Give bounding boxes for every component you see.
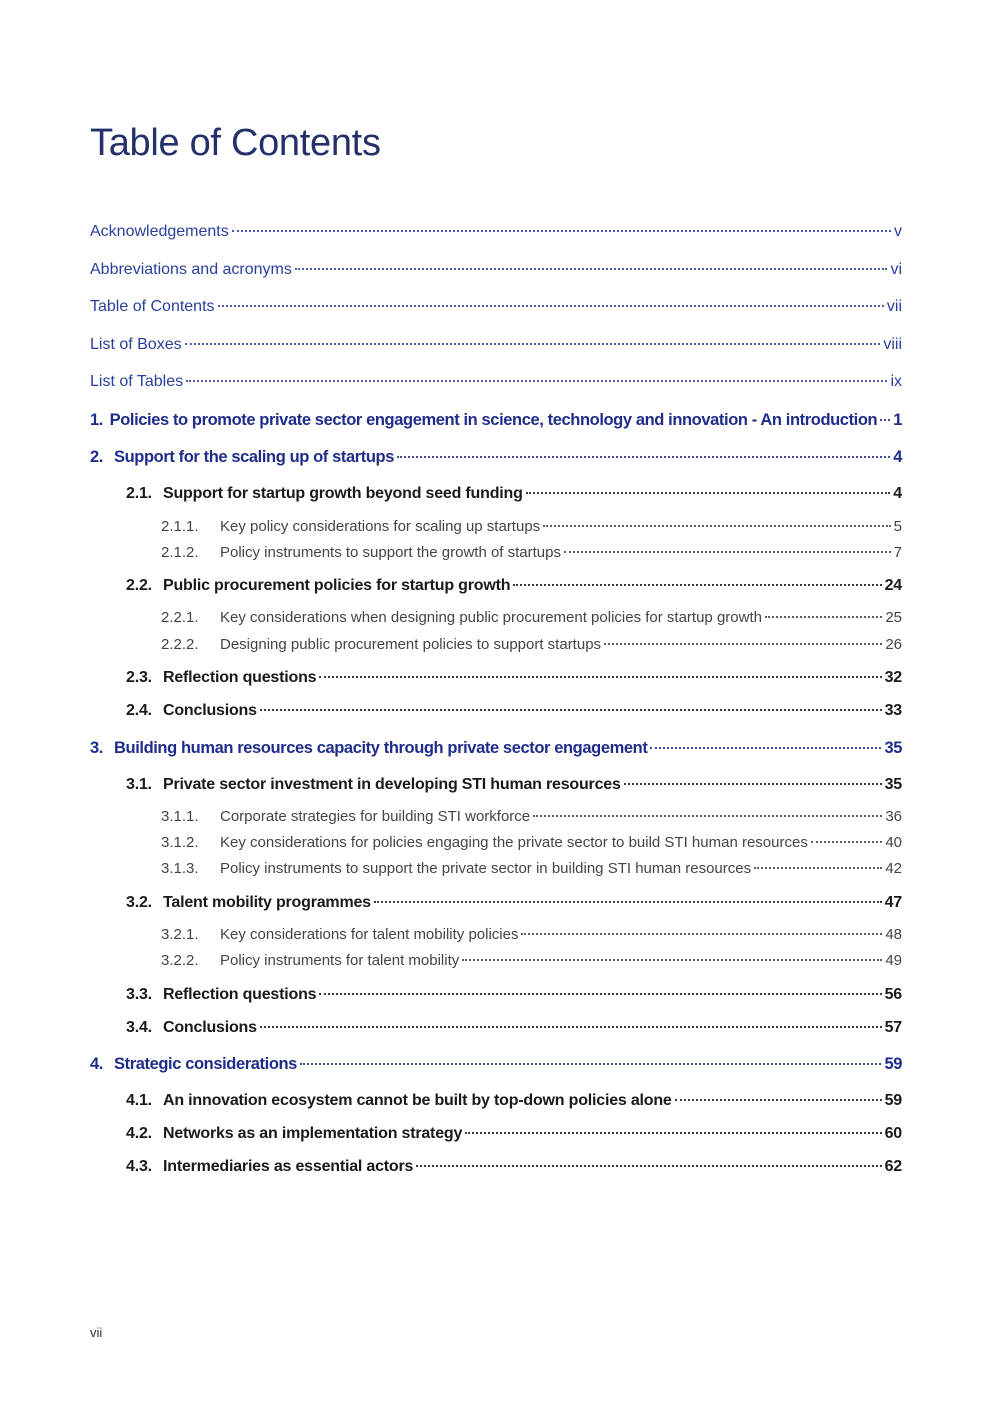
toc-entry-page: 48 bbox=[885, 926, 902, 943]
dot-leader bbox=[465, 1132, 881, 1134]
toc-entry[interactable] bbox=[161, 542, 902, 564]
toc-entry[interactable] bbox=[126, 984, 902, 1006]
page-title: Table of Contents bbox=[90, 122, 381, 164]
toc-entry[interactable] bbox=[90, 296, 902, 318]
dot-leader bbox=[880, 419, 890, 421]
toc-entry-page: 49 bbox=[885, 952, 902, 969]
toc-entry-page: vi bbox=[890, 261, 902, 278]
toc-entry-number: 4.2. bbox=[126, 1125, 152, 1142]
dot-leader bbox=[185, 343, 881, 345]
toc-entry-page: 35 bbox=[884, 776, 902, 793]
dot-leader bbox=[765, 616, 882, 618]
toc-entry-number: 1. bbox=[90, 411, 103, 429]
toc-entry-title: Designing public procurement policies to support startups bbox=[220, 636, 602, 653]
dot-leader bbox=[260, 1026, 882, 1028]
toc-entry-page: 25 bbox=[885, 609, 902, 626]
toc-entry-page: v bbox=[894, 223, 902, 240]
dot-leader bbox=[543, 525, 890, 527]
toc-entry-number: 3.1.2. bbox=[161, 834, 199, 851]
toc-entry-number: 2.4. bbox=[126, 702, 152, 719]
toc-entry-number: 3.2. bbox=[126, 894, 152, 911]
toc-entry-number: 2.3. bbox=[126, 669, 152, 686]
toc-entry[interactable] bbox=[90, 221, 902, 243]
dot-leader bbox=[604, 643, 882, 645]
toc-entry-number: 3.1.3. bbox=[161, 860, 199, 877]
toc-entry-page: 4 bbox=[893, 448, 902, 466]
toc-entry-title: Conclusions bbox=[163, 702, 257, 719]
toc-entry-number: 4.1. bbox=[126, 1092, 152, 1109]
toc-entry-number: 2.1.2. bbox=[161, 544, 199, 561]
toc-entry[interactable] bbox=[90, 259, 902, 281]
toc-entry[interactable] bbox=[90, 371, 902, 393]
toc-entry-title: Key considerations for policies engaging the private sector to build STI human resources bbox=[220, 834, 808, 851]
toc-entry-title: Networks as an implementation strategy bbox=[163, 1125, 463, 1142]
dot-leader bbox=[675, 1099, 882, 1101]
toc-entry-number: 2. bbox=[90, 448, 103, 466]
toc-entry[interactable] bbox=[126, 483, 902, 505]
toc-entry-title: Support for the scaling up of startups bbox=[114, 448, 394, 466]
toc-entry-page: 1 bbox=[893, 411, 902, 429]
toc-entry-number: 3.2.2. bbox=[161, 952, 199, 969]
toc-entry-page: 60 bbox=[884, 1125, 902, 1142]
toc-entry[interactable] bbox=[161, 607, 902, 629]
toc-entry-page: 35 bbox=[884, 739, 902, 757]
toc-entry-title: Policy instruments for talent mobility bbox=[220, 952, 460, 969]
toc-entry-number: 3. bbox=[90, 739, 103, 757]
toc-entry-page: 7 bbox=[893, 544, 902, 561]
dot-leader bbox=[650, 747, 881, 749]
dot-leader bbox=[186, 380, 887, 382]
toc-entry-number: 3.1.1. bbox=[161, 808, 199, 825]
toc-entry-page: vii bbox=[886, 298, 902, 315]
toc-entry-number: 3.2.1. bbox=[161, 926, 199, 943]
toc-entry[interactable] bbox=[126, 1090, 902, 1112]
toc-entry-page: 62 bbox=[884, 1158, 902, 1175]
toc-entry-number: 2.1. bbox=[126, 485, 152, 502]
toc-entry[interactable] bbox=[161, 516, 902, 538]
dot-leader bbox=[754, 867, 882, 869]
toc-entry-page: 56 bbox=[884, 986, 902, 1003]
toc-entry[interactable] bbox=[161, 634, 902, 656]
toc-entry[interactable] bbox=[90, 334, 902, 356]
dot-leader bbox=[416, 1165, 881, 1167]
dot-leader bbox=[811, 841, 882, 843]
toc-entry-page: ix bbox=[890, 373, 902, 390]
toc-entry-title: Abbreviations and acronyms bbox=[90, 261, 292, 278]
dot-leader bbox=[295, 268, 888, 270]
toc-entry[interactable] bbox=[161, 950, 902, 972]
dot-leader bbox=[319, 993, 881, 995]
toc-entry-page: 24 bbox=[884, 577, 902, 594]
dot-leader bbox=[232, 230, 891, 232]
dot-leader bbox=[218, 305, 884, 307]
toc-entry-page: 33 bbox=[884, 702, 902, 719]
toc-entry[interactable] bbox=[126, 667, 902, 689]
toc-entry-title: Talent mobility programmes bbox=[163, 894, 371, 911]
toc-entry-page: 36 bbox=[885, 808, 902, 825]
toc-entry-number: 2.2. bbox=[126, 577, 152, 594]
toc-entry[interactable] bbox=[126, 774, 902, 796]
toc-entry-title: Intermediaries as essential actors bbox=[163, 1158, 414, 1175]
toc-entry-number: 3.1. bbox=[126, 776, 152, 793]
toc-entry-page: 47 bbox=[884, 894, 902, 911]
toc-entry[interactable] bbox=[126, 575, 902, 597]
toc-entry-title: Key policy considerations for scaling up startups bbox=[220, 518, 541, 535]
toc-entry-title: Policy instruments to support the growth of startups bbox=[220, 544, 561, 561]
toc-entry[interactable] bbox=[126, 1017, 902, 1039]
dot-leader bbox=[374, 901, 882, 903]
toc-entry[interactable] bbox=[90, 737, 902, 759]
toc-entry-page: 4 bbox=[893, 485, 902, 502]
toc-entry[interactable] bbox=[161, 924, 902, 946]
toc-entry-title: Policy instruments to support the private sector in building STI human resources bbox=[220, 860, 752, 877]
toc-entry-number: 3.3. bbox=[126, 986, 152, 1003]
dot-leader bbox=[521, 933, 882, 935]
dot-leader bbox=[533, 815, 882, 817]
toc-entry-number: 2.1.1. bbox=[161, 518, 199, 535]
toc-entry-title: Corporate strategies for building STI workforce bbox=[220, 808, 531, 825]
dot-leader bbox=[564, 551, 891, 553]
toc-entry[interactable] bbox=[90, 446, 902, 468]
toc-entry-title: Acknowledgements bbox=[90, 223, 229, 240]
toc-entry-page: 57 bbox=[884, 1019, 902, 1036]
toc-entry-title: Strategic considerations bbox=[114, 1055, 297, 1073]
toc-entry-title: Reflection questions bbox=[163, 669, 317, 686]
toc-entry-title: List of Boxes bbox=[90, 336, 182, 353]
toc-entry-title: Public procurement policies for startup growth bbox=[163, 577, 511, 594]
toc-entry-page: 5 bbox=[893, 518, 902, 535]
toc-entry-number: 2.2.1. bbox=[161, 609, 199, 626]
toc-entry[interactable] bbox=[126, 1156, 902, 1178]
dot-leader bbox=[526, 492, 891, 494]
toc-entry-title: List of Tables bbox=[90, 373, 184, 390]
dot-leader bbox=[462, 959, 882, 961]
dot-leader bbox=[624, 783, 882, 785]
toc-entry-page: 59 bbox=[884, 1092, 902, 1109]
toc-entry-title: Policies to promote private sector engagement in science, technology and innovation - An introduction bbox=[109, 411, 878, 429]
dot-leader bbox=[260, 709, 882, 711]
toc-entry[interactable] bbox=[126, 1123, 902, 1145]
toc-entry-number: 4. bbox=[90, 1055, 103, 1073]
toc-entry-number: 3.4. bbox=[126, 1019, 152, 1036]
toc-entry[interactable] bbox=[126, 892, 902, 914]
toc-entry-title: An innovation ecosystem cannot be built by top-down policies alone bbox=[163, 1092, 672, 1109]
toc-entry[interactable] bbox=[161, 806, 902, 828]
toc-entry-title: Private sector investment in developing STI human resources bbox=[163, 776, 621, 793]
toc-entry-page: 40 bbox=[885, 834, 902, 851]
toc-entry-title: Key considerations when designing public procurement policies for startup growth bbox=[220, 609, 762, 626]
toc-entry-title: Conclusions bbox=[163, 1019, 257, 1036]
toc-entry[interactable] bbox=[161, 858, 902, 880]
toc-entry-number: 4.3. bbox=[126, 1158, 152, 1175]
dot-leader bbox=[397, 456, 890, 458]
toc-entry-page: 59 bbox=[884, 1055, 902, 1073]
page-number: vii bbox=[90, 1325, 103, 1340]
toc-entry-title: Building human resources capacity through private sector engagement bbox=[114, 739, 648, 757]
toc-entry-page: 26 bbox=[885, 636, 902, 653]
dot-leader bbox=[300, 1063, 881, 1065]
toc-entry-title: Reflection questions bbox=[163, 986, 317, 1003]
toc-entry-page: 42 bbox=[885, 860, 902, 877]
toc-entry[interactable] bbox=[126, 700, 902, 722]
toc-entry-title: Support for startup growth beyond seed funding bbox=[163, 485, 523, 502]
toc-entry[interactable] bbox=[161, 832, 902, 854]
toc-entry-title: Table of Contents bbox=[90, 298, 215, 315]
toc-entry[interactable] bbox=[90, 1053, 902, 1075]
dot-leader bbox=[319, 676, 881, 678]
toc-entry-page: 32 bbox=[884, 669, 902, 686]
toc-entry-page: viii bbox=[883, 336, 902, 353]
toc-entry[interactable] bbox=[90, 409, 902, 431]
dot-leader bbox=[513, 584, 881, 586]
toc-entry-number: 2.2.2. bbox=[161, 636, 199, 653]
toc-entry-title: Key considerations for talent mobility policies bbox=[220, 926, 519, 943]
